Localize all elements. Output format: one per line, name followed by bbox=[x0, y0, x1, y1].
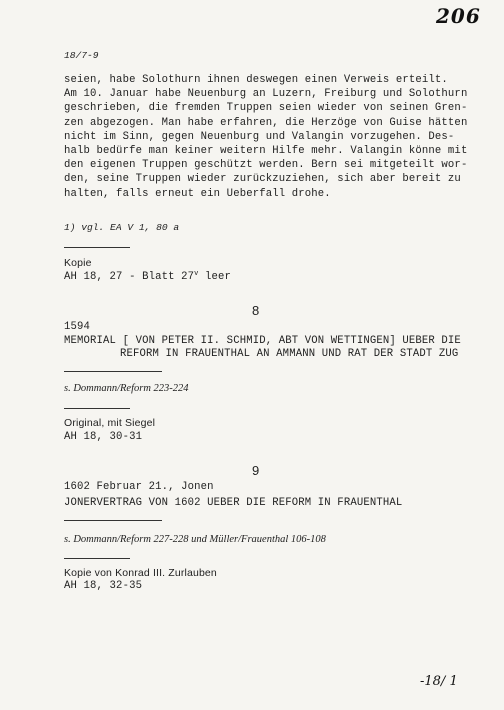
paragraph-line: halten, falls erneut ein Ueberfall drohe. bbox=[64, 187, 331, 200]
handwritten-page-number: 206 bbox=[436, 4, 481, 28]
entry9-source-ref: AH 18, 32-35 bbox=[64, 580, 143, 592]
divider bbox=[64, 408, 130, 409]
divider bbox=[64, 371, 162, 372]
entry7-ref-sup: v bbox=[194, 270, 199, 278]
paragraph-line: nicht im Sinn, gegen Neuenburg und Valangin vorzugehen. Des- bbox=[64, 130, 455, 143]
paragraph-line: den eigenen Truppen geschützt werden. Bern sei mitgeteilt wor- bbox=[64, 159, 468, 172]
paragraph-line: seien, habe Solothurn ihnen deswegen einen Verweis erteilt. bbox=[64, 74, 448, 86]
entry8-source-ref: AH 18, 30-31 bbox=[64, 431, 143, 443]
paragraph-line: den, seine Truppen wieder zurückzuziehen, sich aber bereit zu bbox=[64, 173, 461, 186]
divider bbox=[64, 247, 130, 248]
divider bbox=[64, 520, 162, 521]
entry8-literature: s. Dommann/Reform 223-224 bbox=[64, 383, 189, 394]
divider bbox=[64, 558, 130, 559]
entry8-source-type: Original, mit Siegel bbox=[64, 417, 156, 429]
entry9-date: 1602 Februar 21., Jonen bbox=[64, 481, 214, 493]
paragraph bbox=[64, 73, 467, 201]
entry8-date: 1594 bbox=[64, 321, 91, 333]
handwritten-bottom-mark: -18/ 1 bbox=[420, 674, 458, 689]
entry8-title-line1: MEMORIAL [ VON PETER II. SCHMID, ABT VON WETTINGEN] UEBER DIE bbox=[64, 335, 461, 347]
entry9-source-type: Kopie von Konrad III. Zurlauben bbox=[64, 567, 217, 579]
footnote: 1) vgl. EA V 1, 80 a bbox=[64, 222, 180, 233]
paragraph-line: geschrieben, die fremden Truppen seien wieder von seinen Gren- bbox=[64, 102, 468, 115]
entry9-title: JONERVERTRAG VON 1602 UEBER DIE REFORM IN FRAUENTHAL bbox=[64, 497, 403, 509]
entry8-number: 8 bbox=[252, 303, 260, 318]
folio-reference: 18/7-9 bbox=[64, 50, 99, 61]
entry9-literature: s. Dommann/Reform 227-228 und Müller/Frauenthal 106-108 bbox=[64, 534, 326, 545]
entry9-number: 9 bbox=[252, 463, 260, 478]
paragraph-line: Am 10. Januar habe Neuenburg an Luzern, Freiburg und Solothurn bbox=[64, 88, 468, 101]
entry7-ref-suffix: leer bbox=[198, 271, 232, 283]
paragraph-line: halb bedürfe man keiner weitern Hilfe mehr. Valangin könne mit bbox=[64, 145, 468, 158]
paragraph-line: zen abgezogen. Man habe erfahren, die Herzöge von Guise hätten bbox=[64, 116, 468, 129]
entry7-source-type: Kopie bbox=[64, 257, 92, 269]
entry7-source-ref bbox=[64, 270, 231, 284]
entry7-ref-prefix: AH 18, 27 - Blatt 27 bbox=[64, 271, 195, 283]
entry8-title-line2: REFORM IN FRAUENTHAL AN AMMANN UND RAT DER STADT ZUG bbox=[120, 348, 459, 360]
